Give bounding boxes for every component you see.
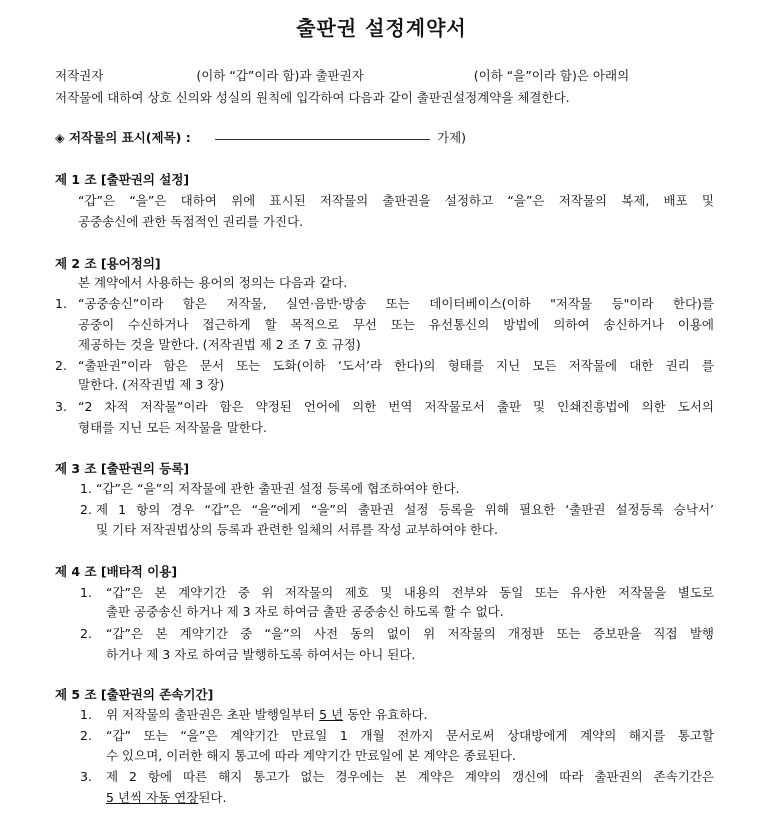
article-5-item-1-number: 1. xyxy=(80,707,92,722)
article-5-item-1-line-1 xyxy=(106,706,428,724)
article-4-item-2-number: 2. xyxy=(80,626,92,641)
work-title-label: 저작물의 표시(제목) : xyxy=(68,130,191,145)
article-3-item-1-line-1: “갑”은 “을”의 저작물에 관한 출판권 설정 등록에 협조하여야 한다. xyxy=(96,481,460,496)
article-2-item-3-number: 3. xyxy=(55,399,67,414)
auto-renewal-term: 5 년씩 자동 연장 xyxy=(106,790,199,805)
article-2-item-3-line-1: “2 차적 저작물”이라 함은 약정된 언어에 의한 번역 저작물로서 출판 및 인쇄진흥법에 의한 도서의 xyxy=(78,399,714,414)
intro-middle-text: (이하 “갑”이라 함)과 출판권자 xyxy=(196,68,364,83)
article-1-line-1: “갑”은 “을”은 대하여 위에 표시된 저작물의 출판권을 설정하고 “을”은 저작물의 복제, 배포 및 xyxy=(78,193,714,208)
article-3-item-1-number: 1. xyxy=(80,481,92,496)
article-4-item-2-line-2: 하거나 제 3 자로 하여금 발행하도록 하여서는 아니 된다. xyxy=(106,647,416,662)
article-2-item-2-line-1: “출판권”이라 함은 문서 또는 도화(이하 ‘도서’라 한다)의 형태를 지닌 모든 저작물에 대한 권리 를 xyxy=(78,358,714,373)
intro-end-text: (이하 “을”이라 함)은 아래의 xyxy=(473,68,630,83)
intro-line-2: 저작물에 대하여 상호 신의와 성실의 원칙에 입각하여 다음과 같이 출판권설정계약을 체결한다. xyxy=(55,90,570,105)
article-3-heading: 제 3 조 [출판권의 등록] xyxy=(55,461,190,476)
article-2-item-1-line-3: 제공하는 것을 말한다. (저작권법 제 2 조 7 호 규정) xyxy=(78,337,361,352)
article-5-item-3-number: 3. xyxy=(80,769,92,784)
work-title-suffix: 가제) xyxy=(437,130,467,145)
term-years-value: 5 년 xyxy=(319,707,344,722)
article-2-item-1-line-1: “공중송신”이라 함은 저작물, 실연·음반·방송 또는 데이터베이스(이하 "저작물 등"이라 한다)를 xyxy=(78,296,714,311)
article-2-item-3-line-2: 형태를 지닌 모든 저작물을 말한다. xyxy=(78,420,267,435)
article-5-item-2-number: 2. xyxy=(80,728,92,743)
diamond-bullet-icon: ◈ xyxy=(55,130,65,145)
article-3-item-2-line-1: 제 1 항의 경우 “갑”은 “을”에게 “을”의 출판권 설정 등록을 위해 필요한 ‘출판권 설정등록 승낙서’ xyxy=(96,502,714,517)
article-5-item-3-end: 된다. xyxy=(198,790,227,805)
article-2-item-2-number: 2. xyxy=(55,358,67,373)
article-5-item-2-line-2: 수 있으며, 이러한 해지 통고에 따라 계약기간 만료일에 본 계약은 종료된다. xyxy=(106,748,516,763)
article-4-item-1-line-2: 출판 공중송신 하거나 제 3 자로 하여금 출판 공중송신 하도록 할 수 없다. xyxy=(106,604,504,619)
work-title-underline xyxy=(215,139,430,140)
article-5-item-2-line-1: “갑” 또는 “을”은 계약기간 만료일 1 개월 전까지 문서로써 상대방에게 계약의 해지를 통고할 xyxy=(106,728,714,743)
intro-line-1 xyxy=(55,67,629,85)
article-5-heading: 제 5 조 [출판권의 존속기간] xyxy=(55,687,214,702)
article-2-lead: 본 계약에서 사용하는 용어의 정의는 다음과 같다. xyxy=(78,275,348,290)
article-2-item-1-line-2: 공중이 수신하거나 접근하게 할 목적으로 무선 또는 유선통신의 방법에 의하여 송신하거나 이용에 xyxy=(78,317,714,332)
article-1-line-2: 공중송신에 관한 독점적인 권리를 가진다. xyxy=(78,214,304,229)
article-2-heading: 제 2 조 [용어정의] xyxy=(55,256,161,271)
article-5-item-1-text-a: 위 저작물의 출판권은 초판 발행일부터 xyxy=(106,707,316,722)
article-4-item-1-number: 1. xyxy=(80,585,92,600)
article-4-item-1-line-1: “갑”은 본 계약기간 중 위 저작물의 제호 및 내용의 전부와 동일 또는 유사한 저작물을 별도로 xyxy=(106,585,714,600)
article-3-item-2-number: 2. xyxy=(80,502,92,517)
article-2-item-1-number: 1. xyxy=(55,296,67,311)
document-title: 출판권 설정계약서 xyxy=(296,16,467,40)
article-4-heading: 제 4 조 [배타적 이용] xyxy=(55,564,178,579)
intro-author-label: 저작권자 xyxy=(55,68,104,83)
article-5-item-3-line-1: 제 2 항에 따른 해지 통고가 없는 경우에는 본 계약은 계약의 갱신에 따라 출판권의 존속기간은 xyxy=(106,769,714,784)
article-4-item-2-line-1: “갑”은 본 계약기간 중 “을”의 사전 동의 없이 위 저작물의 개정판 또는 증보판을 직접 발행 xyxy=(106,626,714,641)
article-5-item-1-text-b: 동안 유효하다. xyxy=(347,707,428,722)
article-3-item-2-line-2: 및 기타 저작권법상의 등록과 관련한 일체의 서류를 작성 교부하여야 한다. xyxy=(96,522,498,537)
article-5-item-3-line-2 xyxy=(106,789,226,807)
article-2-item-2-line-2: 말한다. (저작권법 제 3 장) xyxy=(78,377,225,392)
article-1-heading: 제 1 조 [출판권의 설정] xyxy=(55,172,190,187)
redacted-author-name xyxy=(103,71,196,83)
redacted-publisher-name xyxy=(364,71,474,83)
work-display-line xyxy=(55,129,191,147)
